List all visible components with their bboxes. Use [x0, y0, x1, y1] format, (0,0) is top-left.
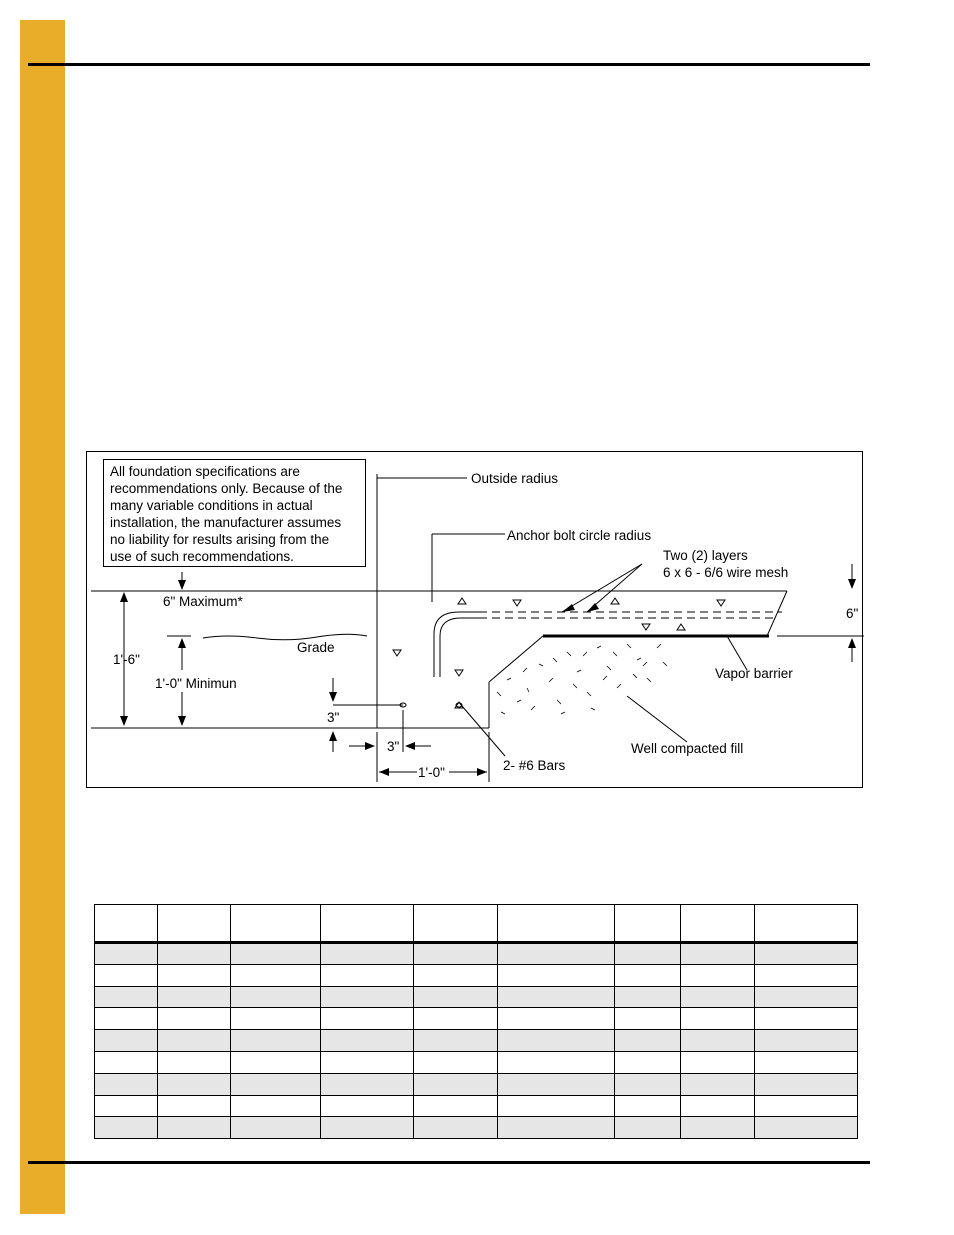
table-cell — [681, 1051, 755, 1073]
table-row — [95, 964, 858, 986]
table-cell — [321, 1008, 414, 1030]
table-row — [95, 1051, 858, 1073]
table-cell — [321, 986, 414, 1008]
table-cell — [414, 943, 498, 965]
table-cell — [158, 1008, 231, 1030]
table-cell — [681, 1117, 755, 1139]
foundation-diagram — [86, 451, 863, 788]
table-cell — [414, 1008, 498, 1030]
table-cell — [231, 1095, 321, 1117]
table-cell — [95, 986, 158, 1008]
header-cell — [95, 905, 158, 943]
table-cell — [755, 1095, 858, 1117]
compacted-fill-hatch — [497, 644, 667, 714]
table-cell — [95, 1051, 158, 1073]
fill-leader — [627, 696, 687, 742]
label-wire-mesh-1: Two (2) layers — [663, 548, 748, 563]
label-wire-mesh-2: 6 x 6 - 6/6 wire mesh — [663, 565, 789, 580]
label-compacted-fill: Well compacted fill — [631, 741, 744, 756]
header-cell — [414, 905, 498, 943]
table-cell — [95, 964, 158, 986]
table-cell — [158, 1030, 231, 1052]
table-cell — [681, 964, 755, 986]
table-row — [95, 1095, 858, 1117]
label-anchor-bolt: Anchor bolt circle radius — [507, 528, 652, 543]
table-header-row — [95, 905, 858, 943]
table-cell — [755, 943, 858, 965]
table-row — [95, 1117, 858, 1139]
table-cell — [615, 1030, 681, 1052]
header-cell — [615, 905, 681, 943]
table-cell — [615, 1095, 681, 1117]
footer-rule — [28, 1161, 870, 1164]
table-cell — [95, 1095, 158, 1117]
table-cell — [414, 1095, 498, 1117]
label-1-6: 1'-6" — [113, 652, 140, 667]
table-cell — [755, 1073, 858, 1095]
table-cell — [158, 1117, 231, 1139]
aggregate-marks — [393, 598, 725, 708]
header-cell — [498, 905, 615, 943]
table-cell — [321, 1030, 414, 1052]
side-tab — [20, 20, 65, 1214]
table-cell — [95, 1030, 158, 1052]
header-cell — [755, 905, 858, 943]
table-cell — [95, 1117, 158, 1139]
table-cell — [414, 1117, 498, 1139]
table-cell — [681, 986, 755, 1008]
table-cell — [414, 1051, 498, 1073]
table-cell — [498, 1008, 615, 1030]
table-cell — [158, 1095, 231, 1117]
table-cell — [414, 1073, 498, 1095]
table-cell — [321, 1117, 414, 1139]
label-1-0: 1'-0" — [418, 765, 445, 780]
table-cell — [231, 986, 321, 1008]
table-cell — [231, 1073, 321, 1095]
table-cell — [158, 1073, 231, 1095]
table-cell — [321, 1073, 414, 1095]
header-cell — [681, 905, 755, 943]
label-3-vertical: 3" — [327, 710, 340, 725]
table-row — [95, 943, 858, 965]
table-body — [95, 943, 858, 1139]
label-outside-radius: Outside radius — [471, 471, 559, 486]
table-cell — [321, 964, 414, 986]
label-vapor-barrier: Vapor barrier — [715, 666, 793, 681]
table-cell — [498, 1073, 615, 1095]
label-3-horizontal: 3" — [387, 739, 400, 754]
anchor-bolt — [434, 612, 479, 677]
disclaimer-box — [103, 459, 366, 567]
label-1-0-minimum: 1'-0" Minimun — [155, 676, 237, 691]
table-cell — [615, 1008, 681, 1030]
table-cell — [755, 1008, 858, 1030]
table-cell — [321, 943, 414, 965]
table-cell — [498, 943, 615, 965]
table-cell — [231, 1051, 321, 1073]
label-6: 6" — [846, 606, 859, 621]
table-cell — [615, 1073, 681, 1095]
table-row — [95, 1030, 858, 1052]
grade-line — [203, 634, 367, 640]
table-cell — [498, 1030, 615, 1052]
table-cell — [755, 1117, 858, 1139]
table-cell — [321, 1051, 414, 1073]
table-cell — [231, 1008, 321, 1030]
table-cell — [231, 1117, 321, 1139]
disclaimer-text: All foundation specifications are recommendations only. Because of the many variable conditions in actual installation, the manufacturer assumes no liability for results arising from the use of such recommendations. — [110, 464, 343, 564]
table-cell — [615, 943, 681, 965]
table-row — [95, 1008, 858, 1030]
header-cell — [321, 905, 414, 943]
table-cell — [615, 964, 681, 986]
table-cell — [231, 1030, 321, 1052]
table-cell — [755, 964, 858, 986]
header-cell — [158, 905, 231, 943]
table-cell — [615, 1051, 681, 1073]
table-cell — [498, 1095, 615, 1117]
table-cell — [158, 1051, 231, 1073]
table-cell — [681, 1030, 755, 1052]
table-cell — [498, 1117, 615, 1139]
header-rule — [28, 63, 870, 66]
table-cell — [498, 964, 615, 986]
header-cell — [231, 905, 321, 943]
specifications-table — [94, 904, 858, 1139]
table-cell — [681, 1095, 755, 1117]
table-cell — [755, 1030, 858, 1052]
table-row — [95, 1073, 858, 1095]
table-cell — [158, 986, 231, 1008]
table-cell — [414, 964, 498, 986]
table-cell — [321, 1095, 414, 1117]
table-cell — [158, 943, 231, 965]
table-cell — [681, 943, 755, 965]
table-cell — [414, 1030, 498, 1052]
table-cell — [158, 964, 231, 986]
label-grade: Grade — [297, 640, 335, 655]
mesh-leader-2 — [562, 564, 642, 612]
table-cell — [231, 943, 321, 965]
vapor-leader — [727, 636, 747, 670]
table-cell — [95, 943, 158, 965]
table-row — [95, 986, 858, 1008]
slab-edge — [767, 591, 787, 636]
footing-slope — [489, 636, 543, 682]
table-cell — [755, 1051, 858, 1073]
table-cell — [681, 1008, 755, 1030]
label-bars: 2- #6 Bars — [503, 758, 566, 773]
table-cell — [615, 1117, 681, 1139]
table-cell — [498, 1051, 615, 1073]
table-cell — [755, 986, 858, 1008]
table-cell — [95, 1008, 158, 1030]
label-6-maximum: 6" Maximum* — [163, 594, 243, 609]
table-cell — [231, 964, 321, 986]
table-cell — [498, 986, 615, 1008]
table-cell — [95, 1073, 158, 1095]
table-cell — [414, 986, 498, 1008]
table-cell — [681, 1073, 755, 1095]
bars-leader — [462, 706, 505, 756]
table-cell — [615, 986, 681, 1008]
